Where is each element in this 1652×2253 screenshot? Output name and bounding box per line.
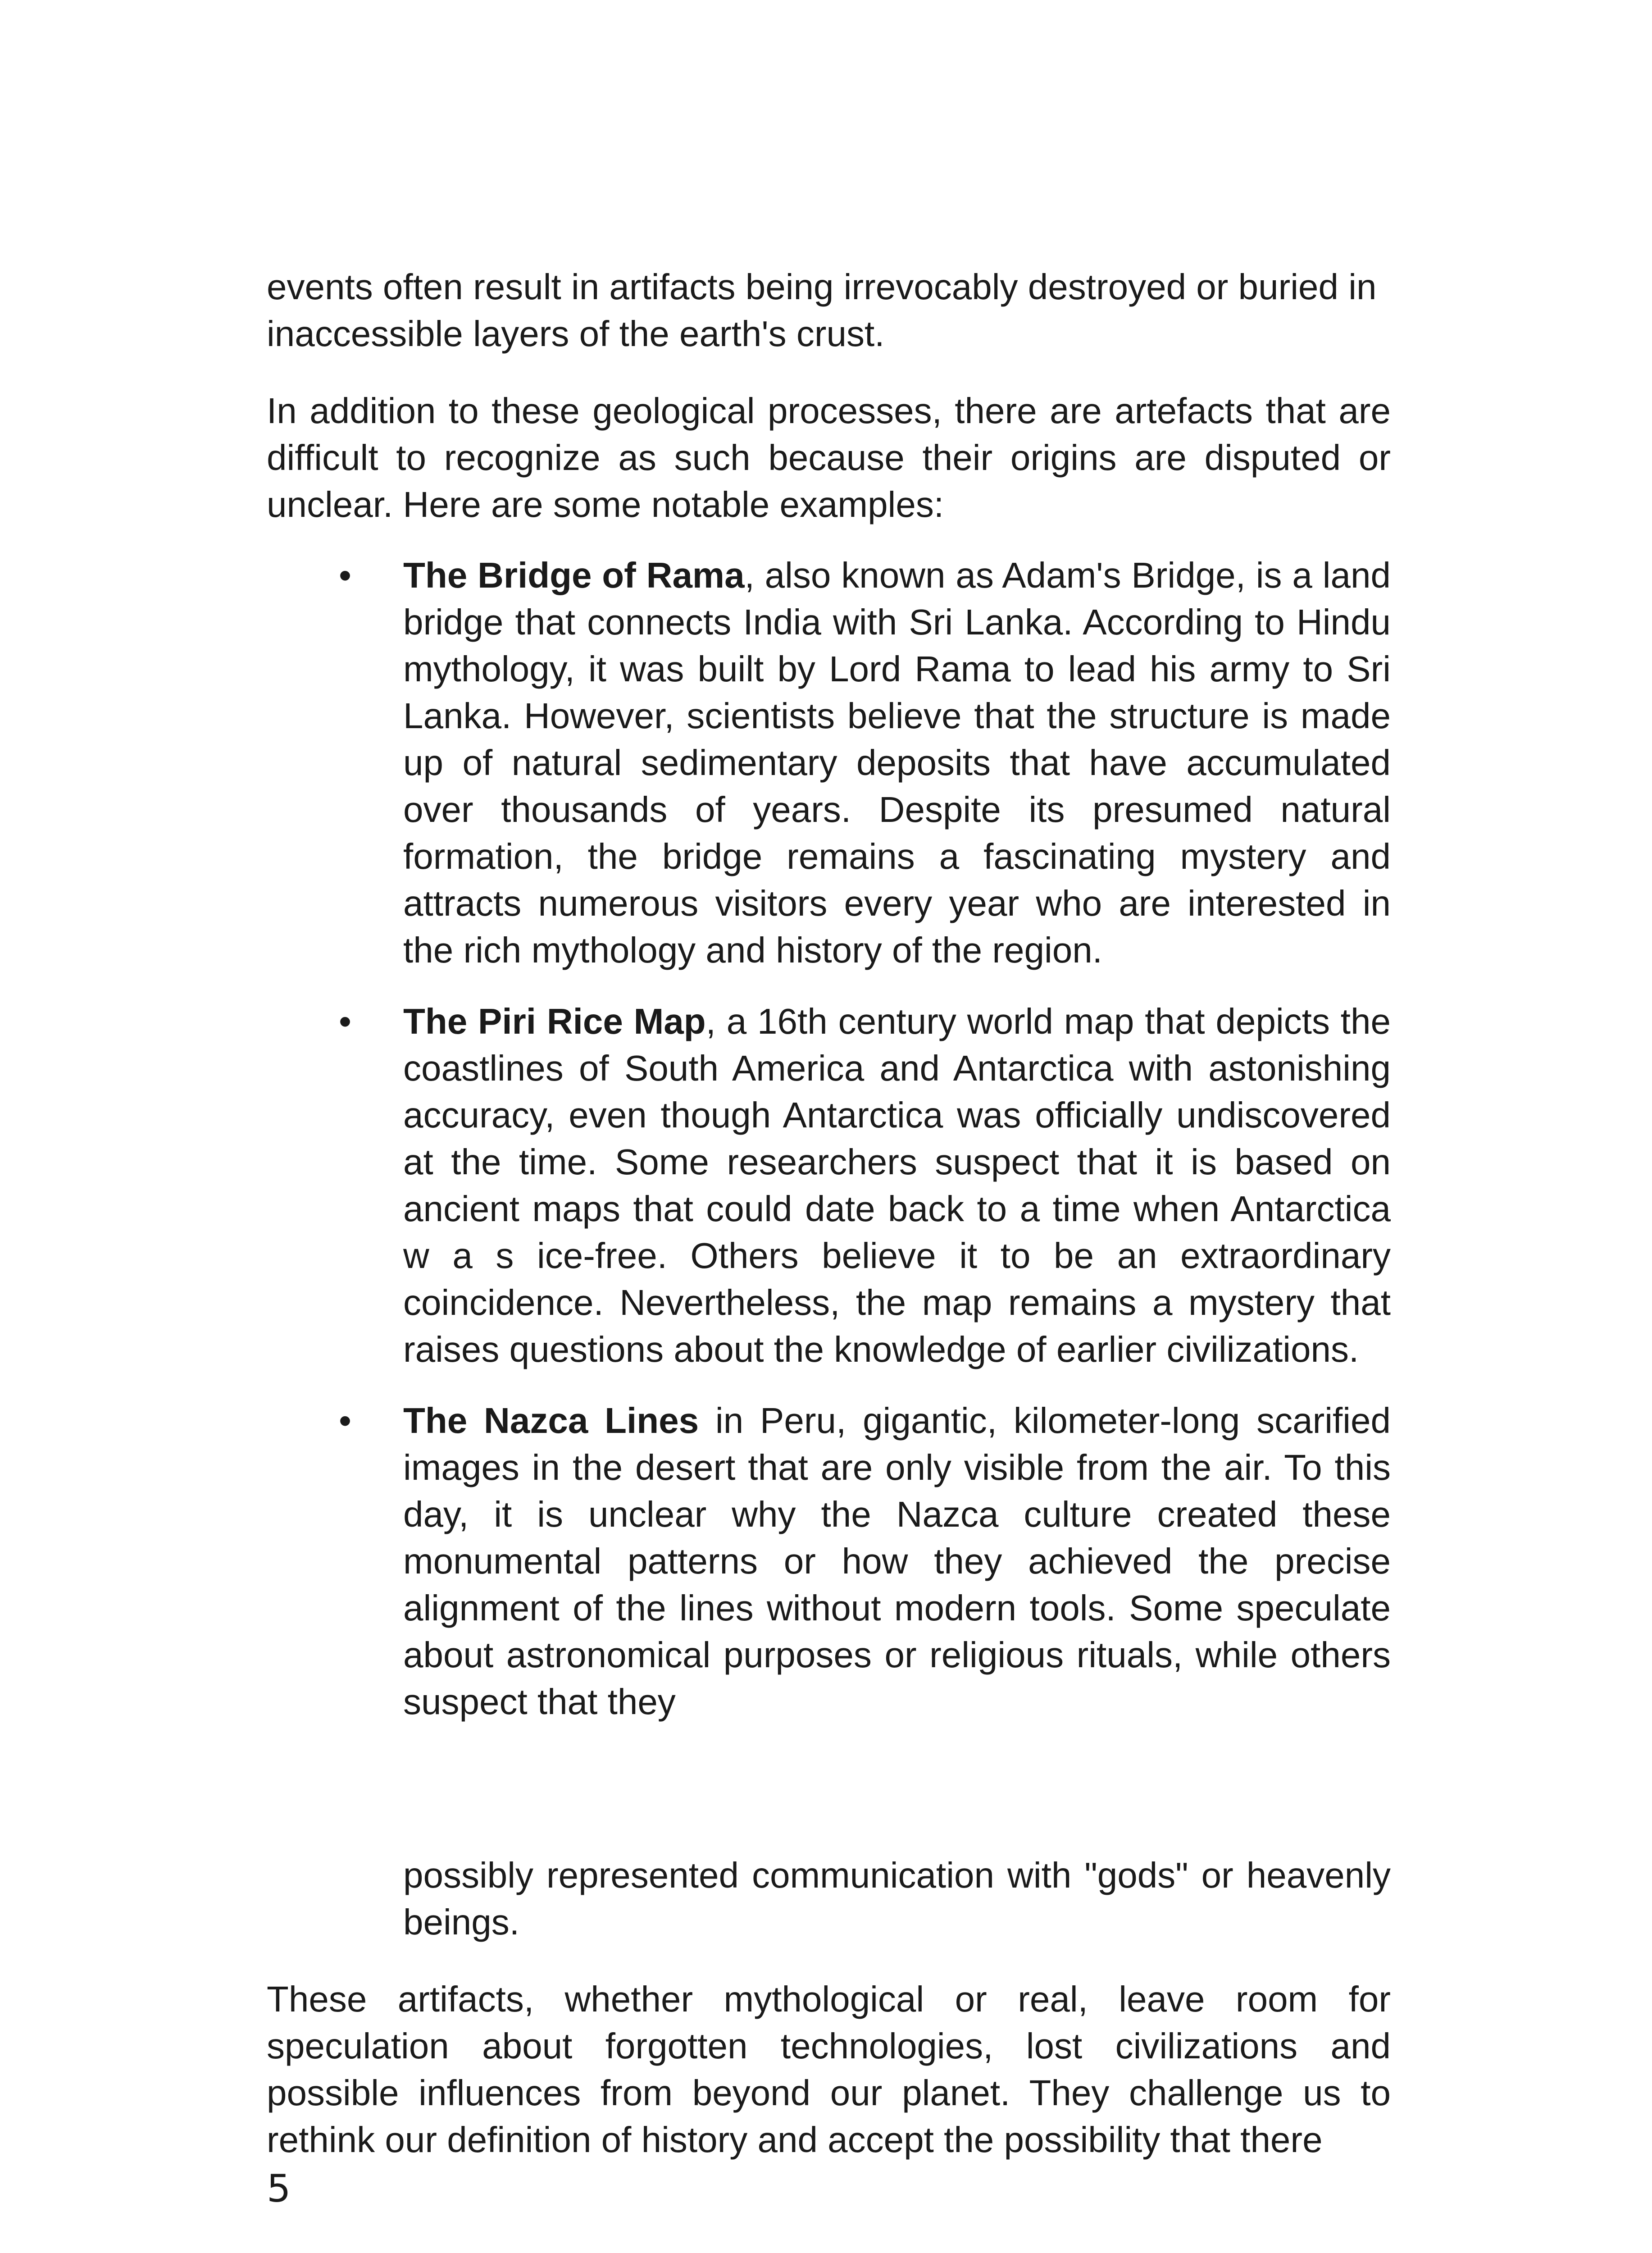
list-item-nazca-lines [267,1397,1391,1725]
examples-list [267,552,1391,1750]
page-number: 5 [267,2166,291,2211]
list-item-text: in Peru, gigantic, kilometer-long scarified images in the desert that are only visible from the air. To this day, it is unclear why the Nazca culture created these monumental patterns or how they achieved the precise alignment of the lines without modern tools. Some speculate about astronomical purposes or religious rituals, while others suspect that they [403,1400,1391,1722]
intro-paragraph: events often result in artifacts being irrevocably destroyed or buried in inaccessible layers of the earth's crust. [267,267,1377,354]
list-item-bridge-of-rama [267,552,1391,974]
list-item-title: The Piri Rice Map [403,1001,706,1041]
list-item-title: The Bridge of Rama [403,555,745,595]
list-item-text: , a 16th century world map that depicts the coastlines of South America and Antarctica with astonishing accuracy, even though Antarctica was officially undiscovered at the time. Some researchers suspect that it is based on ancient maps that could date back to a time when Antarctica w a s ice-free. Others believe it to be an extraordinary coincidence. Nevertheless, the map remains a mystery that raises questions about the knowledge of earlier civilizations. [403,1001,1391,1369]
closing-paragraph: These artifacts, whether mythological or real, leave room for speculation about forgotten technologies, lost civilizations and possible influences from beyond our planet. They challenge us to rethink our definition of history and accept the possibility that there [267,1979,1391,2160]
bullet-icon: • [338,1001,351,1041]
list-item-text: , also known as Adam's Bridge, is a land bridge that connects India with Sri Lanka. According to Hindu mythology, it was built by Lord Rama to lead his army to Sri Lanka. However, scientists believe that the structure is made up of natural sedimentary deposits that have accumulated over thousands of years. Despite its presumed natural formation, the bridge remains a fascinating mystery and attracts numerous visitors every year who are interested in the rich mythology and history of the region. [403,555,1391,970]
bullet-icon: • [338,1400,351,1441]
list-item-piri-rice-map [267,998,1391,1373]
list-item-title: The Nazca Lines [403,1400,699,1441]
examples-intro-paragraph: In addition to these geological processes, there are artefacts that are difficult to recognize as such because their origins are disputed or unclear. Here are some notable examples: [267,391,1391,524]
list-item-continuation: possibly represented communication with "gods" or heavenly beings. [403,1855,1391,1942]
bullet-icon: • [338,555,351,595]
